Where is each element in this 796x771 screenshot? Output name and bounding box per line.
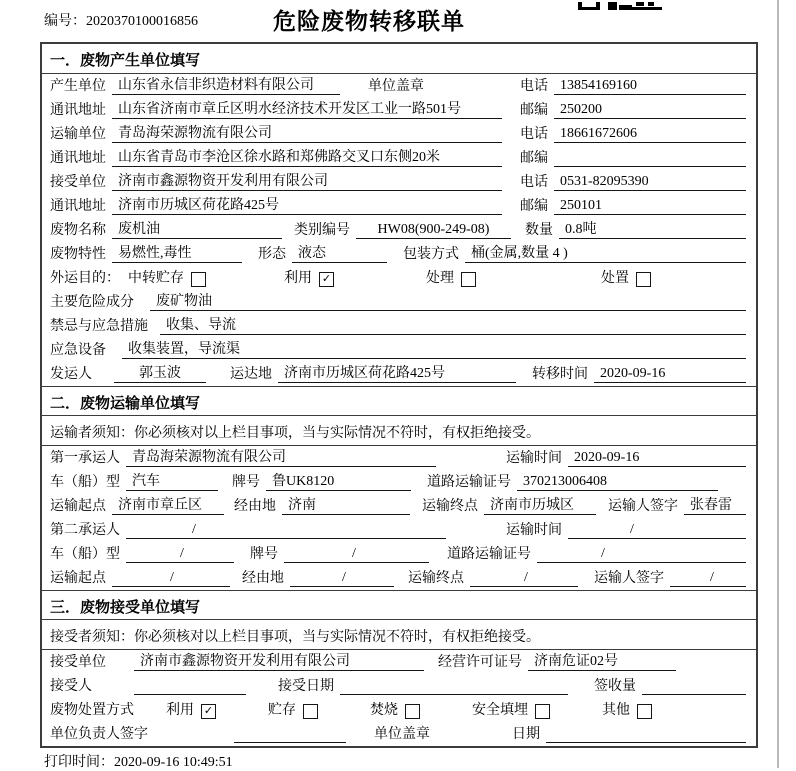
route1-sign-label: 运输人签字 — [608, 499, 678, 514]
responsible-sign-label: 单位负责人签字 — [50, 727, 148, 742]
plate2-value: / — [284, 546, 429, 563]
waste-code-label: 类别编号 — [294, 223, 350, 238]
plate1-label: 牌号 — [232, 475, 260, 490]
permit2-value: / — [537, 546, 746, 563]
row-transporter-address — [42, 146, 756, 170]
carrier2-label: 第二承运人 — [50, 523, 120, 538]
permit2-label: 道路运输证号 — [447, 547, 531, 562]
producer-seal-label: 单位盖章 — [368, 79, 424, 94]
purpose-option-use — [284, 267, 334, 287]
transfer-manifest-form — [40, 42, 758, 748]
destination-value: 济南市历城区荷花路425号 — [278, 362, 516, 383]
disposal-option-use-label: 利用 — [166, 703, 194, 718]
disposal-option-use — [166, 699, 216, 719]
receiver-address-label: 通讯地址 — [50, 199, 106, 214]
route1-start-label: 运输起点 — [50, 499, 106, 514]
route1-via-value: 济南 — [282, 494, 410, 515]
purpose-option-transfer-label: 中转贮存 — [128, 271, 184, 286]
sign-date-value — [546, 726, 746, 743]
permit1-label: 道路运输证号 — [427, 475, 511, 490]
purpose-option-dispose-label: 处置 — [601, 271, 629, 286]
vehicle2-label: 车（船）型 — [50, 547, 120, 562]
transporter-address-value: 山东省青岛市李沧区徐水路和郑佛路交叉口东侧20米 — [112, 146, 502, 167]
purpose-option-dispose — [601, 267, 651, 287]
carrier1-label: 第一承运人 — [50, 451, 120, 466]
route1-end-label: 运输终点 — [422, 499, 478, 514]
transporter-label: 运输单位 — [50, 127, 106, 142]
row-producer — [42, 74, 756, 98]
permit1-value: 370213006408 — [517, 474, 718, 491]
route2-end-value: / — [470, 570, 578, 587]
purpose-option-use-label: 利用 — [284, 271, 312, 286]
waste-form-value: 液态 — [292, 242, 387, 263]
transporter-value: 青岛海荣源物流有限公司 — [112, 122, 502, 143]
plate1-value: 鲁UK8120 — [266, 470, 411, 491]
waste-pack-value: 桶(金属,数量 4 ) — [465, 242, 746, 263]
disposal-label: 废物处置方式 — [50, 703, 134, 718]
taboo-label: 禁忌与应急措施 — [50, 319, 148, 334]
route2-via-value: / — [290, 570, 394, 587]
purpose-treat-checkbox — [461, 272, 476, 287]
route2-start-label: 运输起点 — [50, 571, 106, 586]
route2-sign-value: / — [670, 570, 746, 587]
row-accept-unit — [42, 650, 756, 674]
hazard-label: 主要危险成分 — [50, 295, 134, 310]
row-carrier1 — [42, 446, 756, 470]
disposal-incinerate-checkbox — [405, 704, 420, 719]
row-accept-person — [42, 674, 756, 698]
producer-address-label: 通讯地址 — [50, 103, 106, 118]
row-route1 — [42, 494, 756, 518]
waste-traits-value: 易燃性,毒性 — [112, 242, 242, 263]
section3-header: 三．废物接受单位填写 — [42, 590, 756, 620]
route1-via-label: 经由地 — [234, 499, 276, 514]
waste-code-value: HW08(900-249-08) — [356, 222, 511, 239]
route2-via-label: 经由地 — [242, 571, 284, 586]
purpose-use-checkbox: ✓ — [319, 272, 334, 287]
row-route2 — [42, 566, 756, 590]
route2-start-value: / — [112, 570, 230, 587]
producer-zip-label: 邮编 — [520, 103, 548, 118]
waste-form-label: 形态 — [258, 247, 286, 262]
route1-end-value: 济南市历城区 — [484, 494, 596, 515]
license-value: 济南危证02号 — [528, 650, 676, 671]
waste-name-label: 废物名称 — [50, 223, 106, 238]
disposal-option-store-label: 贮存 — [268, 703, 296, 718]
purpose-option-treat-label: 处理 — [426, 271, 454, 286]
row-signature — [42, 722, 756, 746]
document-number-value: 2020370100016856 — [86, 14, 198, 29]
accept-date-label: 接受日期 — [278, 679, 334, 694]
receiver-value: 济南市鑫源物资开发利用有限公司 — [112, 170, 502, 191]
row-receiver-address — [42, 194, 756, 218]
route2-sign-label: 运输人签字 — [594, 571, 664, 586]
purpose-option-transfer — [128, 267, 206, 287]
purpose-label: 外运目的： — [50, 271, 120, 286]
row-vehicle2 — [42, 542, 756, 566]
vehicle1-label: 车（船）型 — [50, 475, 120, 490]
row-purpose — [42, 266, 756, 290]
carrier1-time-value: 2020-09-16 — [568, 450, 746, 467]
receiver-label: 接受单位 — [50, 175, 106, 190]
route1-sign-value: 张春雷 — [684, 494, 746, 515]
purpose-dispose-checkbox — [636, 272, 651, 287]
carrier2-time-value: / — [568, 522, 746, 539]
dispatcher-label: 发运人 — [50, 367, 92, 382]
vehicle2-value: / — [126, 546, 234, 563]
purpose-option-treat — [426, 267, 476, 287]
page-right-edge — [777, 0, 779, 768]
document-header — [0, 0, 778, 40]
disposal-option-landfill-label: 安全填埋 — [472, 703, 528, 718]
destination-label: 运达地 — [230, 367, 272, 382]
transfer-time-value: 2020-09-16 — [594, 366, 746, 383]
transporter-phone-label: 电话 — [520, 127, 548, 142]
row-producer-address — [42, 98, 756, 122]
section1-header: 一．废物产生单位填写 — [42, 44, 756, 74]
transporter-zip-label: 邮编 — [520, 151, 548, 166]
taboo-value: 收集、导流 — [160, 314, 746, 335]
transfer-time-label: 转移时间 — [532, 367, 588, 382]
sign-date-label: 日期 — [512, 727, 540, 742]
disposal-other-checkbox — [637, 704, 652, 719]
waste-traits-label: 废物特性 — [50, 247, 106, 262]
plate2-label: 牌号 — [250, 547, 278, 562]
transporter-phone-value: 18661672606 — [554, 126, 746, 143]
purpose-transfer-checkbox — [191, 272, 206, 287]
accept-person-value — [134, 678, 246, 695]
carrier2-value: / — [126, 522, 446, 539]
producer-value: 山东省永信非织造材料有限公司 — [112, 74, 340, 95]
accept-unit-value: 济南市鑫源物资开发利用有限公司 — [134, 650, 424, 671]
row-waste-traits — [42, 242, 756, 266]
disposal-landfill-checkbox — [535, 704, 550, 719]
disposal-use-checkbox: ✓ — [201, 704, 216, 719]
producer-phone-label: 电话 — [520, 79, 548, 94]
row-waste-name — [42, 218, 756, 242]
producer-label: 产生单位 — [50, 79, 106, 94]
accept-date-value — [340, 678, 568, 695]
route1-start-value: 济南市章丘区 — [112, 494, 224, 515]
receiver-phone-label: 电话 — [520, 175, 548, 190]
equipment-value: 收集装置，导流渠 — [122, 338, 746, 359]
disposal-store-checkbox — [303, 704, 318, 719]
row-transporter — [42, 122, 756, 146]
transporter-address-label: 通讯地址 — [50, 151, 106, 166]
disposal-option-incinerate — [370, 699, 420, 719]
carrier1-time-label: 运输时间 — [506, 451, 562, 466]
accept-person-label: 接受人 — [50, 679, 92, 694]
section2-header: 二．废物运输单位填写 — [42, 386, 756, 416]
producer-address-value: 山东省济南市章丘区明水经济技术开发区工业一路501号 — [112, 98, 502, 119]
waste-qty-value: 0.8吨 — [559, 218, 746, 239]
producer-zip-value: 250200 — [554, 102, 746, 119]
receiver-phone-value: 0531-82095390 — [554, 174, 746, 191]
receiver-address-value: 济南市历城区荷花路425号 — [112, 194, 502, 215]
print-time — [44, 751, 233, 771]
waste-pack-label: 包装方式 — [403, 247, 459, 262]
receiver-zip-label: 邮编 — [520, 199, 548, 214]
hazard-value: 废矿物油 — [150, 290, 746, 311]
disposal-option-incinerate-label: 焚烧 — [370, 703, 398, 718]
document-number-label: 编号： — [44, 14, 86, 29]
row-taboo — [42, 314, 756, 338]
receiver-zip-value: 250101 — [554, 198, 746, 215]
accept-unit-label: 接受单位 — [50, 655, 106, 670]
waste-qty-label: 数量 — [525, 223, 553, 238]
row-receiver — [42, 170, 756, 194]
transporter-notice: 运输者须知：你必须核对以上栏目事项，当与实际情况不符时，有权拒绝接受。 — [42, 416, 756, 446]
print-time-value: 2020-09-16 10:49:51 — [114, 755, 233, 770]
row-disposal — [42, 698, 756, 722]
disposal-option-landfill — [472, 699, 550, 719]
equipment-label: 应急设备 — [50, 343, 106, 358]
transporter-zip-value — [554, 150, 746, 167]
qr-code-icon — [578, 0, 662, 16]
license-label: 经营许可证号 — [438, 655, 522, 670]
dispatcher-value: 郭玉波 — [114, 362, 206, 383]
page-title: 危险废物转移联单 — [273, 9, 465, 34]
route2-end-label: 运输终点 — [408, 571, 464, 586]
accept-qty-value — [642, 678, 746, 695]
row-carrier2 — [42, 518, 756, 542]
carrier1-value: 青岛海荣源物流有限公司 — [126, 446, 436, 467]
row-vehicle1 — [42, 470, 756, 494]
carrier2-time-label: 运输时间 — [506, 523, 562, 538]
accept-qty-label: 签收量 — [594, 679, 636, 694]
row-dispatch — [42, 362, 756, 386]
waste-name-value: 废机油 — [112, 218, 282, 239]
row-equipment — [42, 338, 756, 362]
row-hazard — [42, 290, 756, 314]
disposal-option-other — [602, 699, 652, 719]
receiver-notice: 接受者须知：你必须核对以上栏目事项，当与实际情况不符时，有权拒绝接受。 — [42, 620, 756, 650]
disposal-option-other-label: 其他 — [602, 703, 630, 718]
producer-phone-value: 13854169160 — [554, 78, 746, 95]
unit-seal-label: 单位盖章 — [374, 727, 430, 742]
vehicle1-value: 汽车 — [126, 470, 218, 491]
disposal-option-store — [268, 699, 318, 719]
responsible-sign-value — [234, 726, 346, 743]
print-time-label: 打印时间： — [44, 755, 114, 770]
